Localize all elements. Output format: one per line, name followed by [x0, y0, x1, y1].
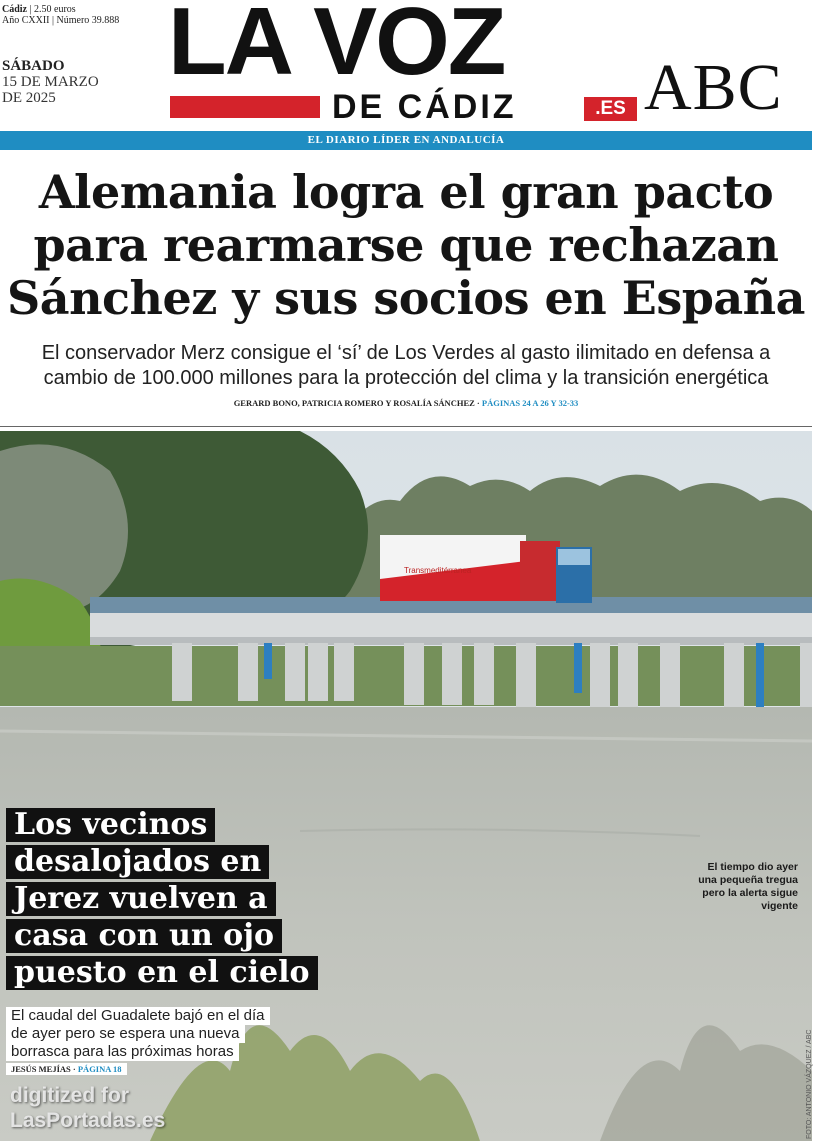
lead-headline-line: Alemania logra el gran pacto [38, 165, 774, 219]
edition-price: 2.50 euros [34, 4, 76, 15]
photo-caption [676, 861, 798, 913]
truck-label-text: Transmeditérranea [404, 566, 472, 575]
lead-pages: PÁGINAS 24 A 26 Y 32-33 [481, 398, 579, 408]
photo-story-headline-line: puesto en el cielo [6, 956, 318, 990]
lead-deck-line: cambio de 100.000 millones para la protección del clima y la transición energética [43, 367, 769, 389]
watermark-line1: digitized for [10, 1084, 129, 1107]
photo-caption-line: una pequeña tregua [698, 874, 798, 886]
digitized-watermark [10, 1083, 165, 1133]
photo-story-headline-line: Los vecinos [6, 808, 215, 842]
photo-story-byline: JESÚS MEJÍAS · PÁGINA 18 [6, 1063, 127, 1075]
logo-red-bar [170, 96, 320, 118]
edition-year: Año CXXII [2, 15, 50, 26]
issue-date-line2: DE 2025 [2, 90, 56, 106]
edition-number: Número 39.888 [56, 15, 120, 26]
photo-story-deck [6, 1007, 270, 1061]
lead-deck-line: El conservador Merz consigue el ‘sí’ de Los Verdes al gasto ilimitado en defensa a [41, 342, 771, 364]
section-divider [0, 426, 812, 427]
photo-story-headline-line: Jerez vuelven a [6, 882, 276, 916]
logo-la-voz: LA VOZ [168, 0, 505, 95]
photo-story-headline-line: casa con un ojo [6, 919, 282, 953]
photo-caption-line: El tiempo dio ayer [707, 861, 798, 873]
photo-story-pages: PÁGINA 18 [77, 1064, 122, 1074]
issue-date-line1: 15 DE MARZO [2, 74, 99, 90]
photo-story-author: JESÚS MEJÍAS [11, 1064, 71, 1074]
photo-story-headline [6, 808, 318, 993]
truck-label [404, 566, 472, 575]
edition-info: Cádiz | 2.50 euros Año CXXII | Número 39.888 [2, 4, 120, 26]
logo-abc: ABC [644, 51, 783, 124]
issue-day: SÁBADO [2, 58, 65, 74]
watermark-line2: LasPortadas.es [10, 1109, 166, 1132]
lead-byline: GERARD BONO, PATRICIA ROMERO Y ROSALÍA SÁNCHEZ · PÁGINAS 24 A 26 Y 32-33 [233, 398, 579, 408]
logo-de-cadiz: DE CÁDIZ [332, 88, 517, 126]
photo-story-deck-line: de ayer pero se espera una nueva [6, 1025, 245, 1043]
edition-name: Cádiz [2, 4, 27, 15]
tagline-bar: EL DIARIO LÍDER EN ANDALUCÍA [0, 131, 812, 150]
photo-caption-line: vigente [761, 900, 798, 912]
lead-deck [0, 341, 812, 391]
lead-headline-line: Sánchez y sus socios en España [7, 271, 805, 325]
issue-date [2, 58, 99, 106]
lead-authors: GERARD BONO, PATRICIA ROMERO Y ROSALÍA SÁNCHEZ [233, 398, 475, 408]
lead-headline [0, 166, 812, 325]
photo-caption-line: pero la alerta sigue [702, 887, 798, 899]
photo-story-deck-line: El caudal del Guadalete bajó en el día [6, 1007, 270, 1025]
photo-credit: FOTO: ANTONIO VÁZQUEZ / ABC [806, 1029, 813, 1139]
lead-headline-line: para rearmarse que rechazan [33, 218, 779, 272]
photo-story-headline-line: desalojados en [6, 845, 269, 879]
logo-es-badge: .ES [584, 97, 637, 121]
photo-story-deck-line: borrasca para las próximas horas [6, 1043, 239, 1061]
